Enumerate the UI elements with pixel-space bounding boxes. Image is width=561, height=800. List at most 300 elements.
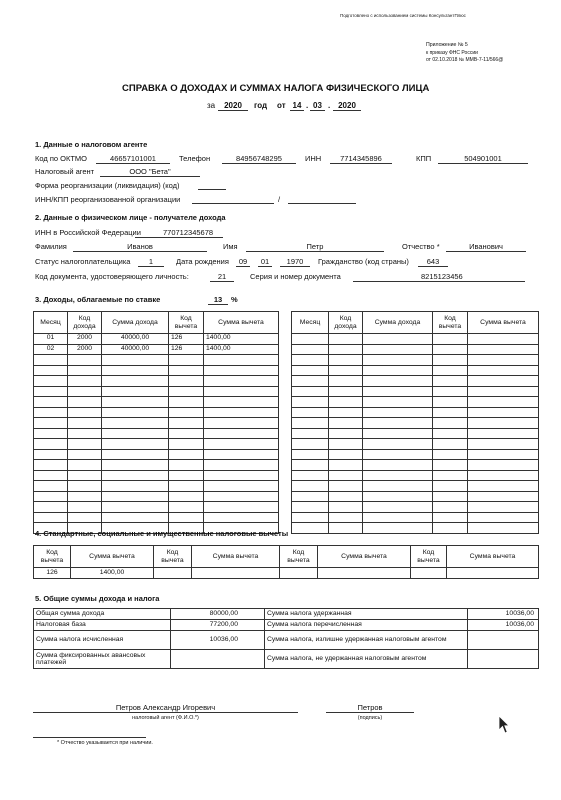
empty-cell [34, 365, 68, 376]
empty-cell [34, 470, 68, 481]
empty-cell [363, 470, 433, 481]
empty-cell [68, 355, 102, 366]
recipient-inn-value: 770712345678 [135, 229, 223, 238]
empty-cell [68, 439, 102, 450]
fixed-adv-value [171, 650, 265, 669]
empty-cell [102, 481, 169, 492]
empty-cell [329, 449, 363, 460]
empty-cell [34, 502, 68, 513]
income-table-right-empty-rows [292, 334, 539, 534]
col-deduction-code-r: Код вычета [433, 312, 468, 334]
empty-cell [329, 386, 363, 397]
empty-cell [363, 334, 433, 345]
empty-cell [68, 460, 102, 471]
empty-cell [34, 376, 68, 387]
empty-cell [169, 512, 204, 523]
empty-cell [292, 523, 329, 534]
row1-deduction-sum: 1400,00 [204, 334, 279, 345]
appendix-line1: Приложение № 5 [426, 42, 468, 48]
reorg-label: Форма реорганизации (ликвидация) (код) [35, 181, 180, 190]
empty-cell [292, 481, 329, 492]
doc-series-value: 8215123456 [353, 273, 525, 282]
empty-cell [68, 407, 102, 418]
title-dot2: . [328, 101, 331, 110]
kpp-value: 504901001 [438, 155, 528, 164]
empty-cell [34, 428, 68, 439]
status-value: 1 [138, 258, 164, 267]
empty-cell [169, 481, 204, 492]
patronymic-value: Иванович [446, 243, 526, 252]
empty-cell [468, 376, 539, 387]
empty-row [34, 355, 279, 366]
reorg-value [198, 182, 226, 190]
rate-value: 13 [208, 296, 228, 305]
empty-cell [292, 470, 329, 481]
empty-row [292, 344, 539, 355]
ded-code-2 [154, 568, 192, 579]
empty-cell [102, 428, 169, 439]
totals-table [33, 608, 539, 669]
section4-heading: 4. Стандартные, социальные и имущественные налоговые вычеты [35, 529, 289, 538]
empty-cell [468, 460, 539, 471]
empty-cell [433, 428, 468, 439]
ded-code-3 [280, 568, 318, 579]
col-deduction-code: Код вычета [169, 312, 204, 334]
row1-month: 01 [34, 334, 68, 345]
empty-cell [468, 407, 539, 418]
empty-cell [433, 460, 468, 471]
empty-cell [329, 428, 363, 439]
ded-col-sum-4: Сумма вычета [447, 546, 539, 568]
inn-value: 7714345896 [330, 155, 392, 164]
empty-cell [204, 428, 279, 439]
patronymic-label: Отчество * [402, 242, 440, 251]
empty-cell [468, 512, 539, 523]
empty-cell [169, 439, 204, 450]
tax-calc-label: Сумма налога исчисленная [34, 631, 171, 650]
empty-cell [433, 481, 468, 492]
empty-cell [292, 334, 329, 345]
empty-cell [468, 491, 539, 502]
empty-cell [363, 386, 433, 397]
footnote-divider [33, 737, 146, 738]
empty-cell [169, 418, 204, 429]
empty-cell [34, 449, 68, 460]
empty-cell [292, 449, 329, 460]
empty-cell [204, 418, 279, 429]
surname-value: Иванов [73, 243, 207, 252]
empty-cell [329, 344, 363, 355]
ded-code-1: 126 [34, 568, 71, 579]
consultant-note: Подготовлено с использованием системы КонсультантПлюс [340, 13, 466, 18]
empty-cell [34, 439, 68, 450]
status-label: Статус налогоплательщика [35, 257, 131, 266]
empty-cell [169, 365, 204, 376]
empty-row [292, 502, 539, 513]
empty-cell [363, 428, 433, 439]
empty-row [292, 334, 539, 345]
empty-cell [433, 386, 468, 397]
row1-income-sum: 40000,00 [102, 334, 169, 345]
empty-cell [468, 449, 539, 460]
signature-value: Петров [326, 704, 414, 713]
empty-cell [204, 355, 279, 366]
ded-col-code-4: Код вычета [411, 546, 447, 568]
empty-row [292, 407, 539, 418]
fixed-adv-label: Сумма фиксированных авансовых платежей [34, 650, 171, 669]
empty-cell [102, 449, 169, 460]
empty-cell [363, 491, 433, 502]
empty-cell [329, 460, 363, 471]
empty-row [34, 418, 279, 429]
empty-cell [102, 502, 169, 513]
ded-col-sum-2: Сумма вычета [192, 546, 280, 568]
name-value: Петр [246, 243, 384, 252]
empty-cell [204, 449, 279, 460]
tax-transferred-value: 10036,00 [468, 620, 539, 631]
income-table-right-header [292, 312, 539, 334]
recipient-inn-label: ИНН в Российской Федерации [35, 228, 141, 237]
empty-cell [204, 502, 279, 513]
dob-label: Дата рождения [176, 257, 229, 266]
empty-cell [329, 365, 363, 376]
deductions-table [33, 545, 539, 579]
title-month: 03 [310, 102, 325, 111]
doc-code-value: 21 [210, 273, 234, 282]
row2-income-code: 2000 [68, 344, 102, 355]
empty-cell [34, 407, 68, 418]
ded-col-code-1: Код вычета [34, 546, 71, 568]
col-income-code: Код дохода [68, 312, 102, 334]
dob-month: 01 [258, 258, 272, 267]
empty-cell [329, 334, 363, 345]
empty-row [34, 407, 279, 418]
tax-calc-value: 10036,00 [171, 631, 265, 650]
empty-row [292, 376, 539, 387]
table-row [34, 568, 539, 579]
empty-cell [433, 512, 468, 523]
ded-sum-2 [192, 568, 280, 579]
ded-col-sum-3: Сумма вычета [318, 546, 411, 568]
empty-cell [433, 449, 468, 460]
empty-cell [292, 344, 329, 355]
empty-cell [329, 491, 363, 502]
title-for-label: за [207, 101, 216, 110]
empty-cell [292, 418, 329, 429]
empty-cell [68, 491, 102, 502]
empty-row [34, 428, 279, 439]
citizenship-label: Гражданство (код страны) [318, 257, 409, 266]
empty-row [34, 460, 279, 471]
col-deduction-sum: Сумма вычета [204, 312, 279, 334]
col-deduction-sum-r: Сумма вычета [468, 312, 539, 334]
col-month: Месяц [34, 312, 68, 334]
empty-cell [433, 418, 468, 429]
empty-cell [433, 334, 468, 345]
total-income-label: Общая сумма дохода [34, 609, 171, 620]
row2-deduction-code: 126 [169, 344, 204, 355]
empty-cell [468, 481, 539, 492]
empty-row [34, 449, 279, 460]
table-row [34, 344, 279, 355]
empty-row [292, 386, 539, 397]
empty-cell [169, 376, 204, 387]
empty-cell [329, 418, 363, 429]
reorg-kpp-value [288, 196, 356, 204]
empty-cell [292, 512, 329, 523]
empty-cell [363, 397, 433, 408]
page-title: СПРАВКА О ДОХОДАХ И СУММАХ НАЛОГА ФИЗИЧЕСКОГО ЛИЦА [122, 83, 430, 94]
empty-cell [34, 460, 68, 471]
oktmo-value: 46657101001 [96, 155, 170, 164]
name-label: Имя [223, 242, 238, 251]
agent-label: Налоговый агент [35, 167, 95, 176]
empty-row [292, 491, 539, 502]
row2-month: 02 [34, 344, 68, 355]
empty-row [292, 523, 539, 534]
empty-cell [102, 355, 169, 366]
empty-cell [468, 365, 539, 376]
empty-cell [68, 502, 102, 513]
empty-cell [468, 502, 539, 513]
empty-cell [468, 470, 539, 481]
inn-label: ИНН [305, 154, 322, 163]
empty-row [34, 386, 279, 397]
empty-cell [468, 397, 539, 408]
empty-cell [329, 397, 363, 408]
empty-cell [292, 460, 329, 471]
empty-cell [292, 397, 329, 408]
deductions-header [34, 546, 539, 568]
title-day: 14 [290, 102, 304, 111]
dob-day: 09 [236, 258, 250, 267]
empty-cell [363, 439, 433, 450]
col-income-sum: Сумма дохода [102, 312, 169, 334]
row1-deduction-code: 126 [169, 334, 204, 345]
tax-base-value: 77200,00 [171, 620, 265, 631]
empty-cell [34, 481, 68, 492]
empty-cell [363, 407, 433, 418]
ded-code-4 [411, 568, 447, 579]
table-row [34, 609, 539, 620]
empty-row [34, 491, 279, 502]
empty-cell [34, 418, 68, 429]
section3-heading: 3. Доходы, облагаемые по ставке [35, 295, 161, 304]
reorg-inn-value [192, 196, 274, 204]
empty-cell [433, 376, 468, 387]
empty-row [292, 460, 539, 471]
empty-cell [363, 365, 433, 376]
empty-cell [204, 491, 279, 502]
empty-cell [68, 481, 102, 492]
title-year: 2020 [218, 102, 248, 111]
empty-cell [169, 449, 204, 460]
empty-row [292, 355, 539, 366]
tax-excess-label: Сумма налога, излишне удержанная налоговым агентом [265, 631, 468, 650]
empty-cell [468, 355, 539, 366]
col-income-code-r: Код дохода [329, 312, 363, 334]
empty-row [292, 365, 539, 376]
empty-cell [34, 512, 68, 523]
empty-cell [169, 428, 204, 439]
empty-cell [363, 355, 433, 366]
table-row [34, 631, 539, 650]
empty-cell [363, 460, 433, 471]
col-income-sum-r: Сумма дохода [363, 312, 433, 334]
empty-cell [204, 386, 279, 397]
empty-cell [169, 470, 204, 481]
empty-row [292, 439, 539, 450]
empty-cell [68, 365, 102, 376]
empty-cell [329, 439, 363, 450]
empty-cell [329, 481, 363, 492]
empty-cell [204, 470, 279, 481]
title-from-label: от [277, 101, 286, 110]
empty-cell [433, 523, 468, 534]
section1-heading: 1. Данные о налоговом агенте [35, 140, 148, 149]
empty-cell [433, 439, 468, 450]
col-month-r: Месяц [292, 312, 329, 334]
empty-row [34, 439, 279, 450]
empty-cell [68, 386, 102, 397]
empty-cell [329, 470, 363, 481]
empty-row [292, 428, 539, 439]
empty-row [292, 418, 539, 429]
empty-row [34, 397, 279, 408]
row2-deduction-sum: 1400,00 [204, 344, 279, 355]
ded-col-sum-1: Сумма вычета [71, 546, 154, 568]
empty-cell [102, 470, 169, 481]
empty-cell [292, 439, 329, 450]
empty-cell [102, 386, 169, 397]
empty-cell [68, 418, 102, 429]
tax-base-label: Налоговая база [34, 620, 171, 631]
empty-cell [468, 344, 539, 355]
empty-cell [68, 512, 102, 523]
empty-cell [363, 512, 433, 523]
empty-cell [34, 491, 68, 502]
empty-cell [363, 481, 433, 492]
section5-heading: 5. Общие суммы дохода и налога [35, 594, 160, 603]
empty-cell [433, 355, 468, 366]
agent-value: ООО "Бета" [100, 168, 200, 177]
empty-cell [68, 428, 102, 439]
empty-cell [433, 407, 468, 418]
doc-series-label: Серия и номер документа [250, 272, 341, 281]
empty-cell [433, 491, 468, 502]
empty-row [34, 376, 279, 387]
empty-cell [468, 386, 539, 397]
ded-sum-1: 1400,00 [71, 568, 154, 579]
empty-row [34, 502, 279, 513]
agent-caption: налоговый агент (Ф.И.О.*) [132, 715, 199, 721]
empty-cell [292, 376, 329, 387]
agent-name: Петров Александр Игоревич [33, 704, 298, 713]
empty-cell [102, 365, 169, 376]
empty-cell [468, 418, 539, 429]
empty-cell [204, 460, 279, 471]
empty-row [34, 481, 279, 492]
mouse-cursor-icon [498, 715, 510, 737]
row2-income-sum: 40000,00 [102, 344, 169, 355]
empty-cell [102, 491, 169, 502]
empty-cell [329, 502, 363, 513]
empty-cell [468, 334, 539, 345]
empty-row [34, 512, 279, 523]
tax-transferred-label: Сумма налога перечисленная [265, 620, 468, 631]
table-row [34, 620, 539, 631]
empty-cell [204, 439, 279, 450]
row1-income-code: 2000 [68, 334, 102, 345]
empty-row [292, 470, 539, 481]
dob-year: 1970 [280, 258, 310, 267]
empty-cell [468, 428, 539, 439]
empty-cell [292, 502, 329, 513]
empty-cell [204, 481, 279, 492]
empty-cell [292, 365, 329, 376]
empty-cell [468, 439, 539, 450]
title-year2: 2020 [333, 102, 361, 111]
empty-cell [329, 512, 363, 523]
phone-label: Телефон [179, 154, 211, 163]
income-table-left [33, 311, 279, 534]
empty-cell [204, 376, 279, 387]
footnote: * Отчество указывается при наличии. [57, 740, 153, 746]
empty-cell [292, 407, 329, 418]
signature-caption: (подпись) [357, 715, 383, 721]
empty-cell [68, 397, 102, 408]
empty-cell [204, 512, 279, 523]
income-table-right [291, 311, 539, 534]
rate-percent: % [231, 295, 238, 304]
table-row [34, 650, 539, 669]
appendix-line3: от 02.10.2018 № ММВ-7-11/566@ [426, 57, 504, 63]
empty-row [34, 470, 279, 481]
empty-cell [34, 397, 68, 408]
income-table-header [34, 312, 279, 334]
empty-cell [204, 365, 279, 376]
empty-cell [363, 449, 433, 460]
empty-row [292, 481, 539, 492]
empty-cell [102, 439, 169, 450]
empty-cell [363, 502, 433, 513]
empty-row [292, 512, 539, 523]
empty-row [292, 397, 539, 408]
tax-not-withheld-label: Сумма налога, не удержанная налоговым агентом [265, 650, 468, 669]
total-income-value: 80000,00 [171, 609, 265, 620]
empty-cell [292, 355, 329, 366]
empty-cell [433, 502, 468, 513]
empty-cell [68, 376, 102, 387]
tax-withheld-label: Сумма налога удержанная [265, 609, 468, 620]
reorg-slash: / [278, 195, 281, 204]
tax-withheld-value: 10036,00 [468, 609, 539, 620]
empty-cell [363, 418, 433, 429]
empty-cell [34, 355, 68, 366]
ded-col-code-2: Код вычета [154, 546, 192, 568]
appendix-line2: к приказу ФНС России [426, 50, 478, 56]
empty-cell [433, 344, 468, 355]
ded-col-code-3: Код вычета [280, 546, 318, 568]
ded-sum-3 [318, 568, 411, 579]
title-dot1: . [306, 101, 309, 110]
empty-row [34, 365, 279, 376]
empty-cell [68, 470, 102, 481]
empty-cell [34, 386, 68, 397]
empty-cell [169, 355, 204, 366]
empty-cell [329, 376, 363, 387]
empty-cell [169, 386, 204, 397]
